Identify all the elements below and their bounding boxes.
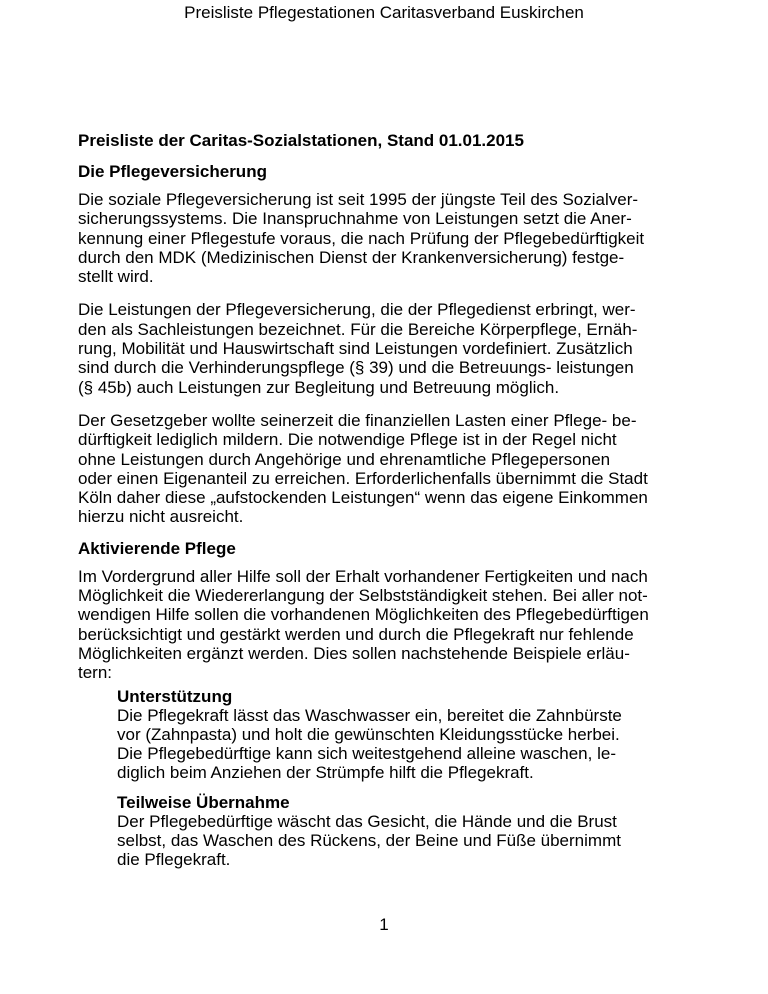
paragraph: Der Gesetzgeber wollte seinerzeit die finanziellen Lasten einer Pflege- be- dürftigkeit lediglich mildern. Die notwendige Pflege ist in der Regel nicht ohne Leistungen durch Angehörige und ehrenamtliche Pflegepersonen oder einen Eigenanteil zu erreichen. Erforderlichenfalls übernimmt die Stadt Köln daher diese „aufstockenden Leistungen“ wenn das eigene Einkommen hierzu nicht ausreicht. bbox=[78, 410, 648, 527]
section-heading-aktivierende-pflege: Aktivierende Pflege bbox=[78, 538, 236, 558]
example-title: Unterstützung bbox=[117, 686, 233, 706]
example-title: Teilweise Übernahme bbox=[117, 792, 290, 812]
example-text: Der Pflegebedürftige wäscht das Gesicht, die Hände und die Brust selbst, das Waschen des Rückens, der Beine und Füße übernimmt die Pflegekraft. bbox=[117, 811, 621, 870]
document-body bbox=[78, 130, 698, 880]
example-unterstuetzung bbox=[117, 687, 677, 783]
paragraph: Die Leistungen der Pflegeversicherung, die der Pflegedienst erbringt, wer- den als Sachleistungen bezeichnet. Für die Bereiche Körperpflege, Ernäh- rung, Mobilität und Hauswirtschaft sind Leistungen vordefiniert. Zusätzlich sind durch die Verhinderungspflege (§ 39) und die Betreuungs- leistungen (§ 45b) auch Leistungen zur Begleitung und Betreuung möglich. bbox=[78, 300, 638, 397]
example-teilweise-uebernahme bbox=[117, 793, 677, 870]
paragraph: Im Vordergrund aller Hilfe soll der Erhalt vorhandener Fertigkeiten und nach Möglichkeit die Wiedererlangung der Selbstständigkeit stehen. Bei aller not- wendigen Hilfe sollen die vorhandenen Möglichkeiten des Pflegebedürftigen berücksichtigt und gestärkt werden und durch die Pflegekraft nur fehlende Möglichkeiten ergänzt werden. Dies sollen nachstehende Beispiele erläu- tern: bbox=[78, 566, 649, 683]
example-text: Die Pflegekraft lässt das Waschwasser ein, bereitet die Zahnbürste vor (Zahnpasta) und holt die gewünschten Kleidungsstücke herbei. Die Pflegebedürftige kann sich weitestgehend alleine waschen, le- diglich beim Anziehen der Strümpfe hilft die Pflegekraft. bbox=[117, 705, 622, 783]
running-header: Preisliste Pflegestationen Caritasverband Euskirchen bbox=[184, 3, 584, 22]
section-heading-pflegeversicherung: Die Pflegeversicherung bbox=[78, 162, 267, 181]
page-number: 1 bbox=[379, 915, 389, 934]
paragraph: Die soziale Pflegeversicherung ist seit 1995 der jüngste Teil des Sozialver- sicherungssystems. Die Inanspruchnahme von Leistungen setzt die Aner- kennung einer Pflegestufe voraus, die nach Prüfung der Pflegebedürftigkeit durch den MDK (Medizinischen Dienst der Krankenversicherung) festge- stellt wird. bbox=[78, 190, 645, 287]
document-title: Preisliste der Caritas-Sozialstationen, Stand 01.01.2015 bbox=[78, 131, 524, 150]
